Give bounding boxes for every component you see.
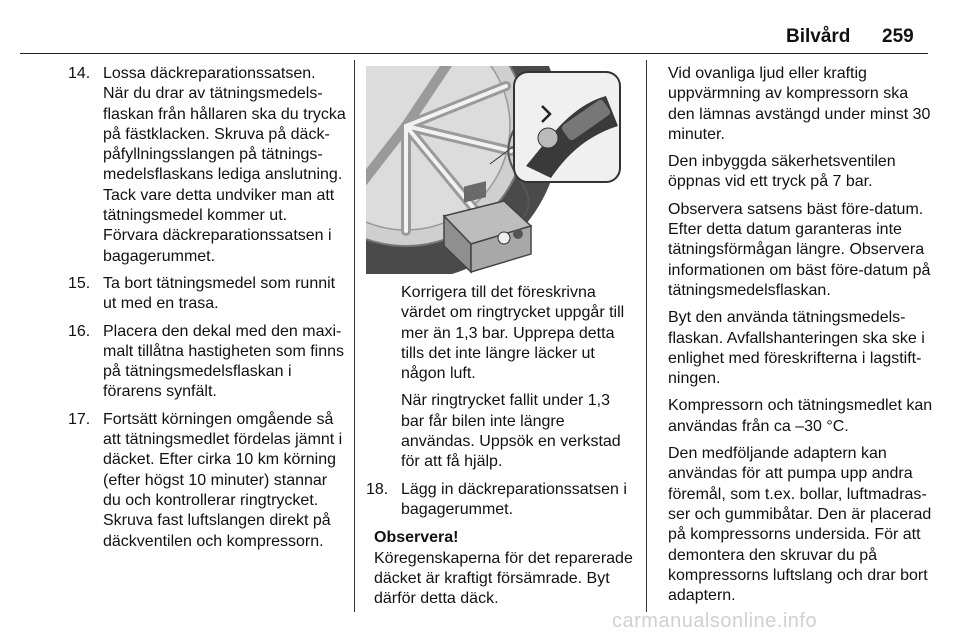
page-header	[0, 0, 960, 56]
note-title: Observera!	[374, 529, 459, 547]
step-17	[68, 410, 346, 552]
header-rule	[20, 53, 928, 54]
illustration-svg	[366, 66, 630, 274]
watermark: carmanualsonline.info	[612, 610, 818, 632]
step-number: 17.	[68, 410, 91, 428]
page-number: 259	[882, 26, 914, 47]
paragraph: Den inbyggda säkerhetsventilen öppnas vid ett tryck på 7 bar.	[668, 153, 896, 191]
continuation-text	[366, 283, 636, 473]
section-title: Bilvård	[786, 26, 851, 47]
column-divider-left	[354, 60, 355, 612]
tire-compressor-illustration	[366, 66, 630, 274]
step-text: Lägg in däckreparationssatsen i bagagerummet.	[401, 480, 627, 518]
paragraph: Den medföljande adaptern kan användas för att pumpa upp andra föremål, som t.ex. bollar, luftmadrasser och gummibåtar. Den är placerad på kompressorns undersida. För att demontera den skruvar du på kompressorns luftslang och drar bort adaptern.	[668, 445, 932, 605]
step-text: Förvara däckreparationssatsen i bagagerummet.	[103, 227, 332, 265]
paragraph: Observera satsens bäst före-datum. Efter detta datum garanteras inte tätningsförmågan längre. Observera informationen om bäst före-datum på tätningsmedelsflaskan.	[668, 200, 931, 299]
column-left	[68, 64, 346, 559]
step-18	[366, 480, 636, 521]
step-number: 18.	[366, 480, 389, 498]
step-text: Placera den dekal med den maximalt tillåtna hastigheten som finns på tätningsmedelsflaskan i förarens synfält.	[103, 322, 345, 401]
step-15	[68, 274, 346, 315]
paragraph: Korrigera till det föreskrivna värdet om ringtrycket uppgår till mer än 1,3 bar. Upprepa detta tills det inte längre läcker ut någon luft.	[401, 284, 625, 383]
step-text: Fortsätt körningen omgående så att tätningsmedlet fördelas jämnt i däcket. Efter cirka 10 km körning (efter högst 10 minuter) stannar du och kontrollerar ringtrycket. Skruva fast luftslangen direkt på däckventilen och kompressorn.	[103, 410, 343, 550]
column-right	[668, 64, 936, 613]
step-number: 14.	[68, 65, 91, 82]
step-text: Lossa däckreparationssatsen.	[103, 65, 316, 82]
paragraph: Vid ovanliga ljud eller kraftig uppvärmning av kompressorn ska den lämnas avstängd under minst 30 minuter.	[668, 65, 931, 143]
step-number: 15.	[68, 274, 91, 292]
step-number: 16.	[68, 322, 91, 340]
step-16	[68, 322, 346, 403]
paragraph: Byt den använda tätningsmedelsflaskan. Avfallshanteringen ska ske i enlighet med föreskrifterna i lagstiftningen.	[668, 309, 925, 388]
note-text: Köregenskaperna för det reparerade däcket är kraftigt försämrade. Byt därför detta däck.	[374, 549, 633, 608]
paragraph: När ringtrycket fallit under 1,3 bar får bilen inte längre användas. Uppsök en verkstad för att få hjälp.	[401, 392, 621, 471]
step-text: Ta bort tätningsmedel som runnit ut med en trasa.	[103, 274, 336, 313]
paragraph: Kompressorn och tätningsmedlet kan användas från ca –30 °C.	[668, 397, 933, 435]
column-divider-right	[646, 60, 647, 612]
valve-detail-inset	[514, 72, 620, 182]
note-box	[366, 528, 636, 609]
step-14	[68, 64, 346, 267]
step-text: När du drar av tätningsmedelsflaskan från hållaren ska du trycka på fästklacken. Skruva på däckpåfyllningsslangen på tätningsmedelsflaskans lediga anslutning. Tack vare detta undviker man att tätningsmedel kommer ut.	[103, 85, 346, 225]
column-middle	[366, 66, 636, 609]
